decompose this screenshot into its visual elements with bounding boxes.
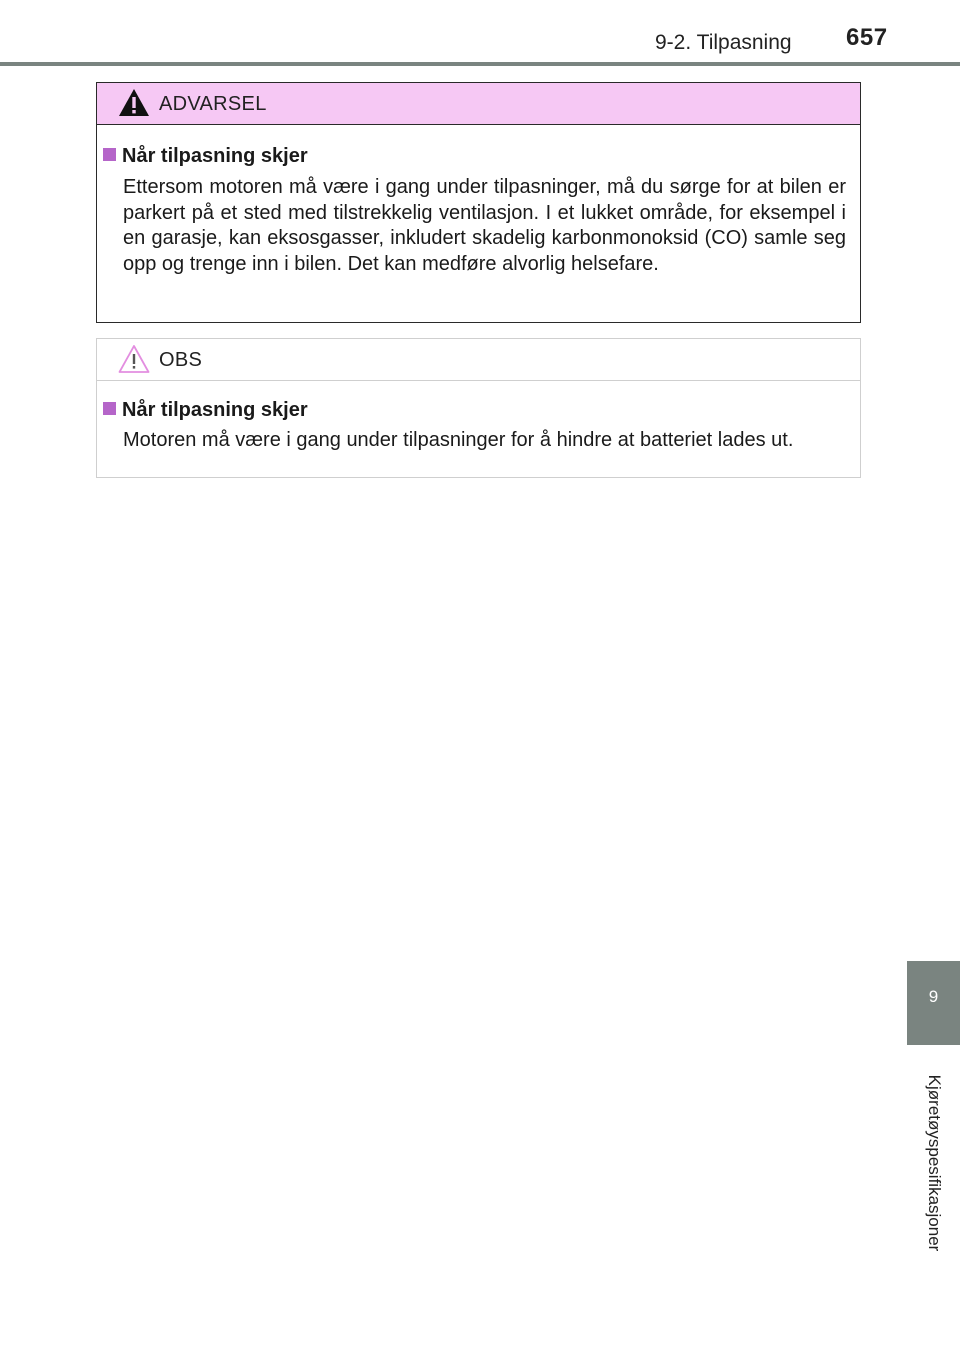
chapter-number: 9 — [928, 987, 939, 1006]
page-number: 657 — [846, 24, 888, 51]
warning-item-title-text: Når tilpasning skjer — [122, 145, 308, 167]
warning-item-body: Ettersom motoren må være i gang under tilpasninger, må du sørge for at bilen er parkert på et sted med tilstrekkelig ventilasjon. I et lukket område, for eksempel i en garasje, kan eksosgasser, inkludert skadelig karbonmonoksid (CO) samle seg opp og trenge inn i bilen. Det kan medføre alvorlig helsefare. — [123, 176, 846, 275]
chapter-tab[interactable] — [907, 961, 960, 1045]
warning-item-title — [103, 145, 308, 168]
warning-box — [96, 82, 861, 323]
caution-outline-triangle-icon — [117, 343, 151, 375]
notice-header — [97, 339, 860, 381]
chapter-title: Kjøretøyspesifikasjoner — [925, 1074, 944, 1252]
warning-header — [97, 83, 860, 125]
square-bullet-icon — [103, 402, 116, 415]
header-rule — [0, 62, 960, 66]
page-header — [0, 0, 960, 66]
notice-box — [96, 338, 861, 478]
square-bullet-icon — [103, 148, 116, 161]
notice-label: OBS — [159, 349, 203, 371]
notice-item-body: Motoren må være i gang under tilpasninger for å hindre at batteriet lades ut. — [123, 429, 794, 451]
section-title: 9-2. Tilpasning — [655, 31, 792, 54]
notice-item-title — [103, 399, 308, 422]
warning-label: ADVARSEL — [159, 93, 267, 115]
warning-triangle-icon — [117, 87, 151, 119]
notice-item-title-text: Når tilpasning skjer — [122, 399, 308, 421]
